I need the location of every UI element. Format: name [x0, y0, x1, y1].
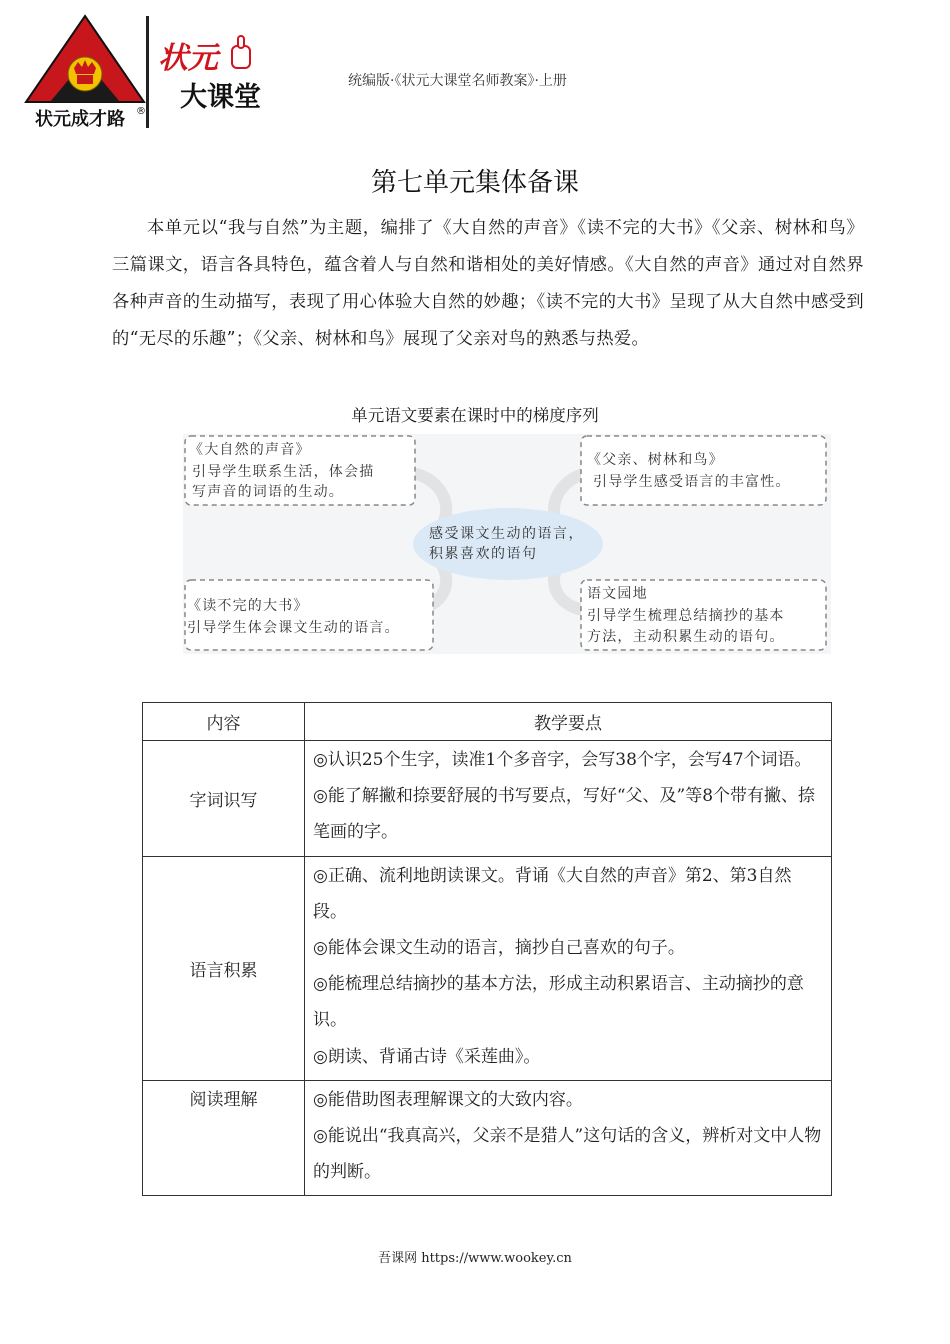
brand-logo [156, 26, 266, 116]
teaching-point: ◎能梳理总结摘抄的基本方法，形成主动积累语言、主动摘抄的意识。 [313, 974, 804, 1031]
box-line: 方法，主动积累生动的语句。 [587, 629, 785, 645]
brand-top: 状元 [158, 41, 218, 76]
box-line: 引导学生体会课文生动的语言。 [187, 620, 400, 636]
diagram-title: 单元语文要素在课时中的梯度序列 [351, 406, 599, 425]
category-cell: 阅读理解 [143, 1080, 305, 1196]
center-text-line: 积累喜欢的语句 [429, 546, 538, 562]
brand-bottom: 大课堂 [180, 82, 261, 113]
header-divider [146, 16, 149, 128]
teaching-point: ◎朗读、背诵古诗《采莲曲》。 [313, 1046, 541, 1067]
box-heading: 《读不完的大书》 [187, 598, 309, 614]
table-row [143, 1080, 832, 1196]
thumbs-up-icon [232, 36, 250, 68]
table-row [143, 856, 832, 1080]
zhuangyuan-logo [24, 14, 146, 130]
teaching-point: ◎正确、流利地朗读课文。背诵《大自然的声音》第2、第3自然段。 [313, 865, 792, 922]
points-cell [305, 856, 832, 1080]
teaching-point: ◎能借助图表理解课文的大致内容。 [313, 1089, 583, 1110]
header-teaching-points: 教学要点 [305, 703, 832, 741]
box-line: 引导学生感受语言的丰富性。 [593, 474, 791, 490]
table-header-row [143, 703, 832, 741]
box-heading: 《大自然的声音》 [189, 442, 311, 458]
edition-label: 统编版·《状元大课堂名师教案》·上册 [348, 73, 567, 89]
gradient-sequence-diagram [183, 434, 831, 654]
logo-text: 状元成才路 [35, 109, 125, 130]
box-line: 引导学生梳理总结摘抄的基本 [587, 608, 785, 624]
page-title: 第七单元集体备课 [370, 168, 579, 198]
teaching-point: ◎能体会课文生动的语言，摘抄自己喜欢的句子。 [313, 938, 685, 959]
intro-paragraph: 本单元以“我与自然”为主题，编排了《大自然的声音》《读不完的大书》《父亲、树林和鸟》三篇课文，语言各具特色，蕴含着人与自然和谐相处的美好情感。《大自然的声音》通过对自然界各种声音的生动描写，表现了用心体验大自然的妙趣；《读不完的大书》呈现了从大自然中感受到的“无尽的乐趣”；《父亲、树林和鸟》展现了父亲对鸟的熟悉与热爱。 [112, 218, 864, 349]
center-ellipse [413, 508, 603, 580]
table-row [143, 741, 832, 857]
box-line: 写声音的词语的生动。 [192, 484, 344, 500]
diagram-box [185, 580, 433, 650]
teaching-point: ◎认识25个生字，读准1个多音字，会写38个字，会写47个词语。 [313, 750, 812, 770]
diagram-box [581, 436, 826, 505]
teaching-points-table [142, 702, 832, 1196]
category-cell: 字词识写 [143, 741, 305, 857]
teaching-point: ◎能说出“我真高兴，父亲不是猎人”这句话的含义，辨析对文中人物的判断。 [313, 1126, 822, 1183]
box-heading: 《父亲、树林和鸟》 [587, 452, 724, 468]
registered-mark: ® [136, 106, 146, 117]
category-cell: 语言积累 [143, 856, 305, 1080]
center-text-line: 感受课文生动的语言， [429, 526, 584, 542]
header-content: 内容 [143, 703, 305, 741]
box-line: 引导学生联系生活，体会描 [192, 464, 375, 480]
points-cell [305, 741, 832, 857]
points-cell [305, 1080, 832, 1196]
box-heading: 语文园地 [587, 586, 648, 602]
teaching-point: ◎能了解撇和捺要舒展的书写要点，写好“父、及”等8个带有撇、捺笔画的字。 [313, 786, 816, 843]
footer-link[interactable]: 吾课网 https://www.wookey.cn [378, 1251, 572, 1266]
